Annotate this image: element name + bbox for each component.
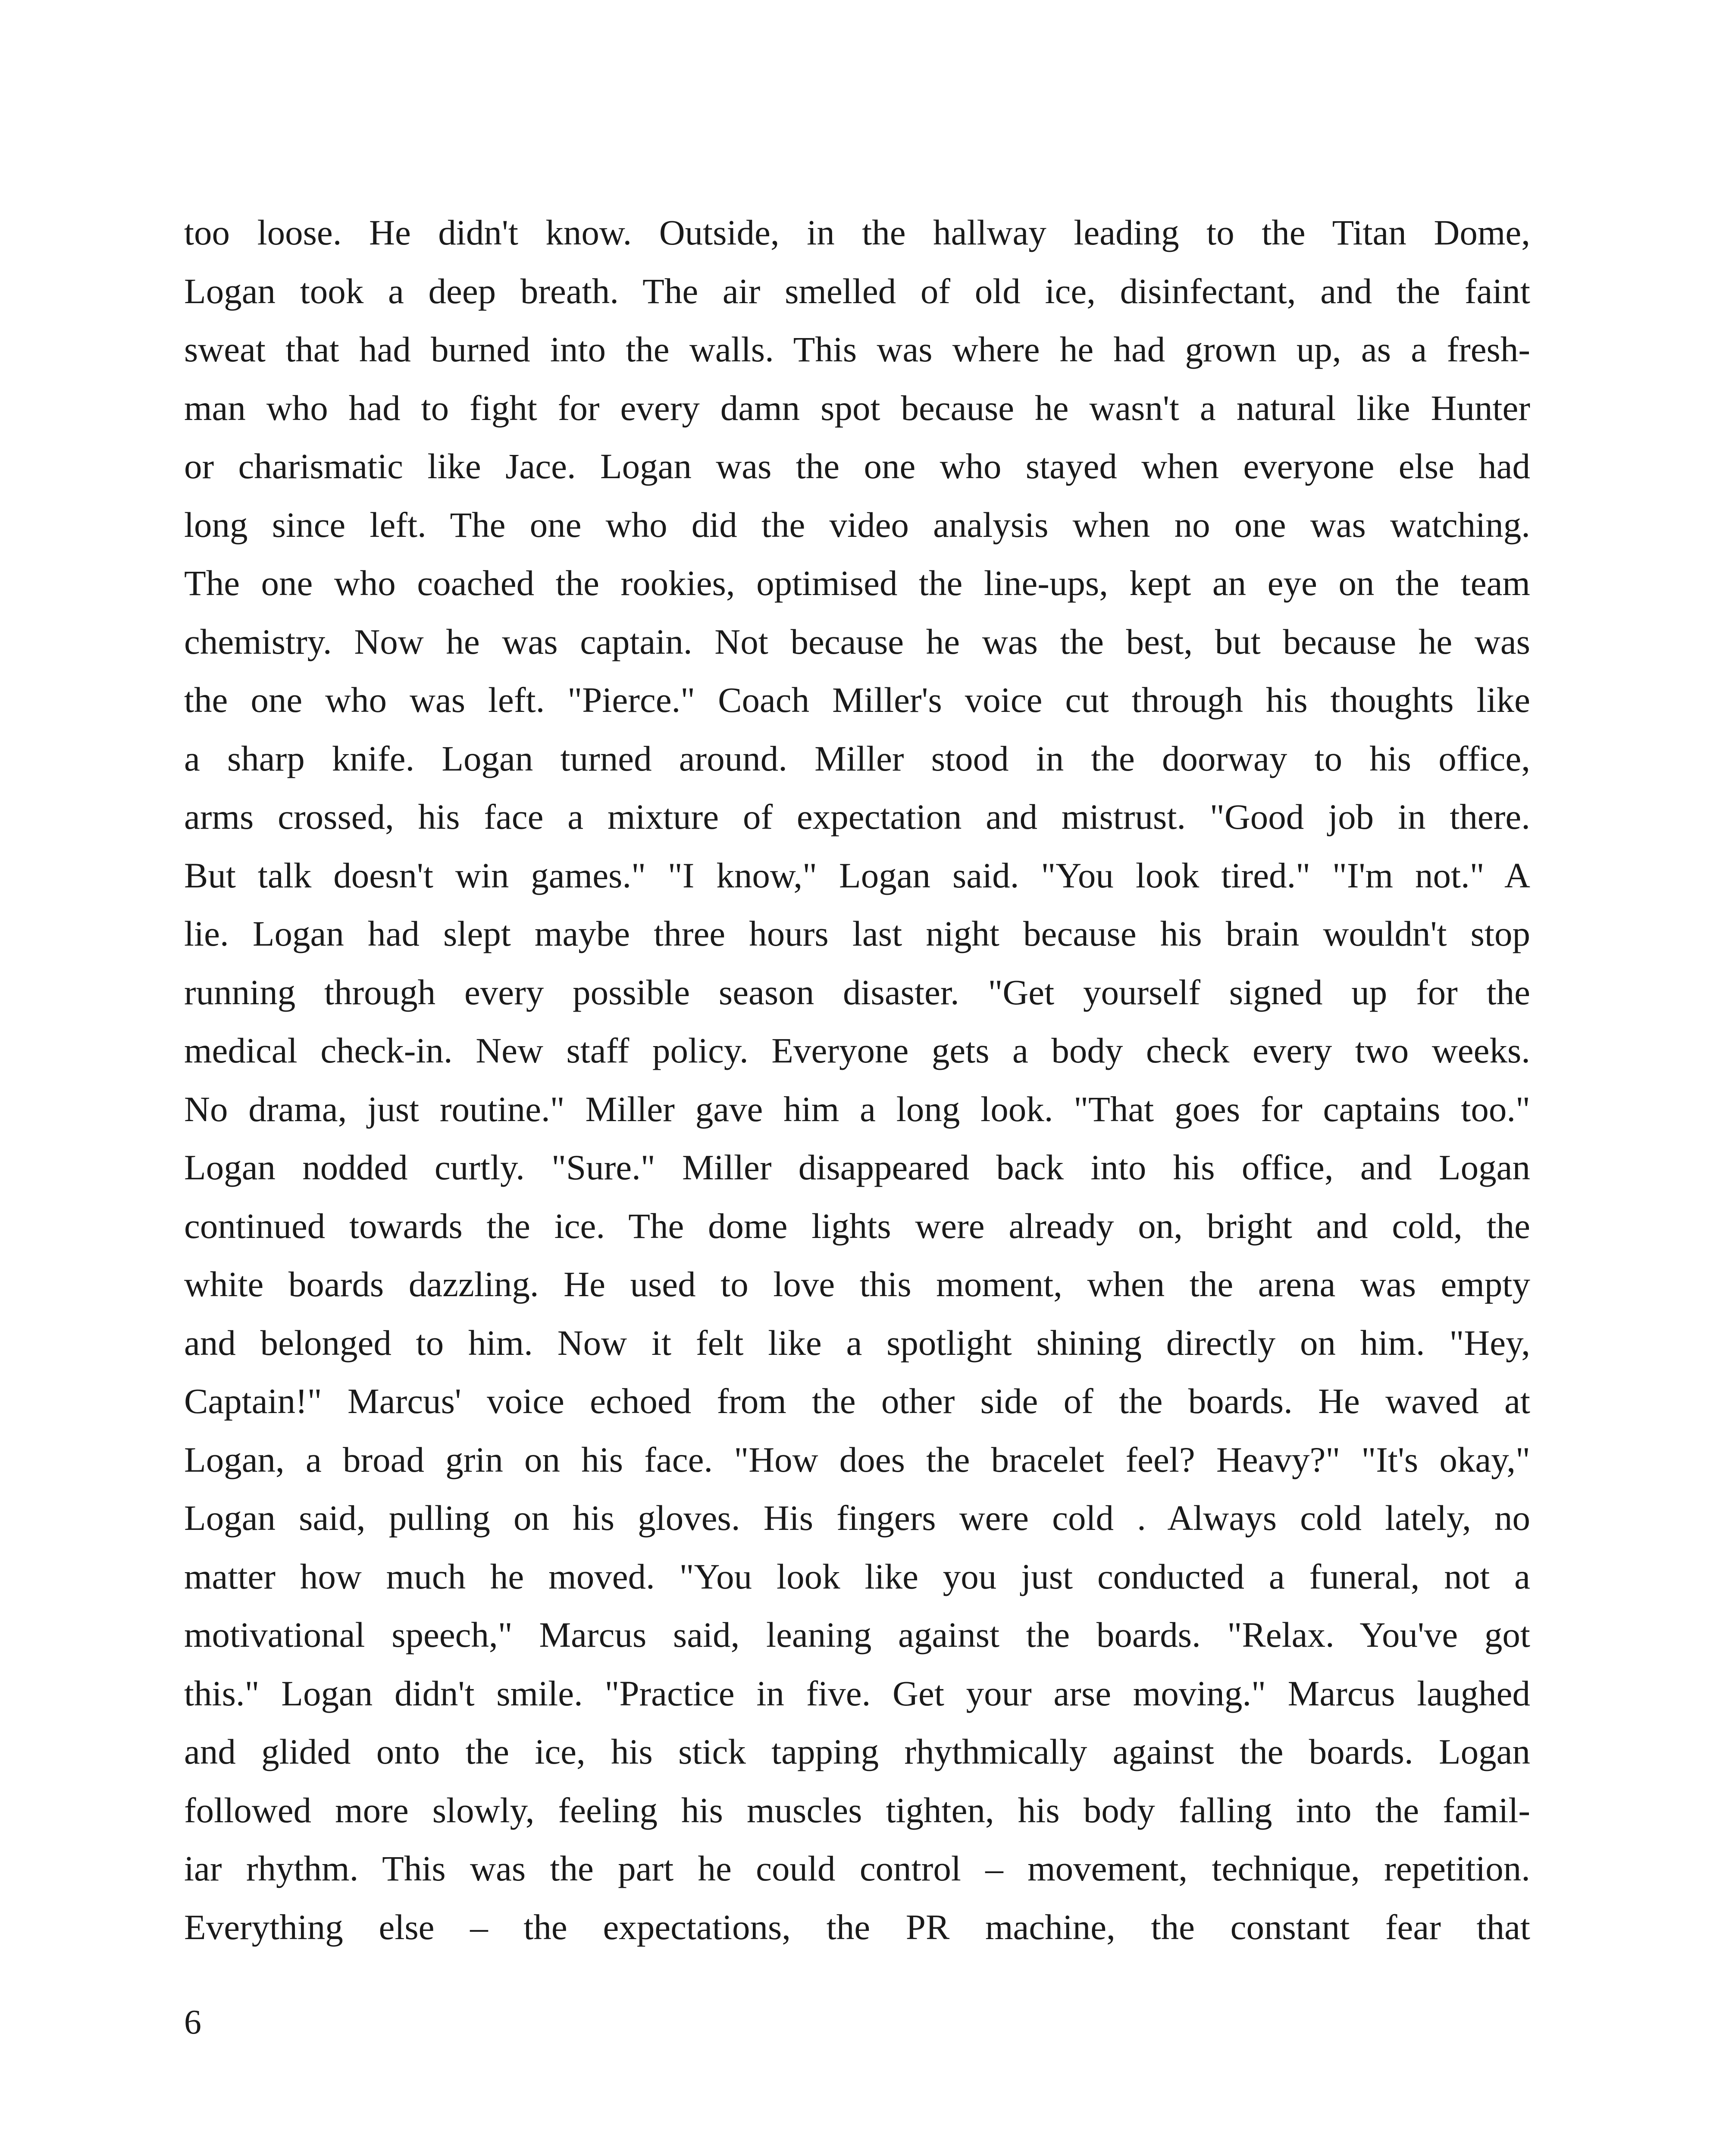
body-text [184, 204, 1530, 1956]
text-line: and belonged to him. Now it felt like a spotlight shining directly on him. "Hey, [184, 1322, 1530, 1363]
text-line: sweat that had burned into the walls. This was where he had grown up, as a fresh- [184, 329, 1530, 369]
text-line: iar rhythm. This was the part he could control – movement, technique, repetition. [184, 1849, 1530, 1888]
text-line: long since left. The one who did the video analysis when no one was watching. [184, 505, 1530, 545]
text-line: But talk doesn't win games." "I know," Logan said. "You look tired." "I'm not." A [184, 855, 1530, 895]
text-line: Logan took a deep breath. The air smelled of old ice, disinfectant, and the faint [184, 271, 1530, 311]
text-line: too loose. He didn't know. Outside, in the hallway leading to the Titan Dome, [184, 213, 1530, 252]
text-line: arms crossed, his face a mixture of expectation and mistrust. "Good job in there. [184, 797, 1530, 837]
text-line: lie. Logan had slept maybe three hours last night because his brain wouldn't stop [184, 914, 1530, 953]
text-line: continued towards the ice. The dome lights were already on, bright and cold, the [184, 1206, 1530, 1246]
text-line: this." Logan didn't smile. "Practice in five. Get your arse moving." Marcus laughed [184, 1673, 1530, 1713]
text-line: man who had to fight for every damn spot because he wasn't a natural like Hunter [184, 388, 1530, 428]
text-line: Logan, a broad grin on his face. "How does the bracelet feel? Heavy?" "It's okay," [184, 1439, 1530, 1479]
text-line: or charismatic like Jace. Logan was the one who stayed when everyone else had [184, 446, 1530, 486]
text-line: and glided onto the ice, his stick tapping rhythmically against the boards. Logan [184, 1732, 1530, 1771]
text-line: running through every possible season disaster. "Get yourself signed up for the [184, 972, 1530, 1012]
text-line: followed more slowly, feeling his muscles tighten, his body falling into the famil- [184, 1790, 1530, 1830]
text-line: No drama, just routine." Miller gave him a long look. "That goes for captains too." [184, 1089, 1530, 1129]
text-line: the one who was left. "Pierce." Coach Miller's voice cut through his thoughts like [184, 680, 1530, 720]
text-line: motivational speech," Marcus said, leaning against the boards. "Relax. You've got [184, 1615, 1530, 1655]
text-line: Logan said, pulling on his gloves. His fingers were cold . Always cold lately, no [184, 1498, 1530, 1538]
text-line: The one who coached the rookies, optimised the line-ups, kept an eye on the team [184, 563, 1530, 603]
text-line: matter how much he moved. "You look like you just conducted a funeral, not a [184, 1556, 1530, 1596]
page-number: 6 [184, 2003, 201, 2041]
text-line: Logan nodded curtly. "Sure." Miller disappeared back into his office, and Logan [184, 1147, 1530, 1187]
text-line: Captain!" Marcus' voice echoed from the other side of the boards. He waved at [184, 1381, 1530, 1421]
text-line: chemistry. Now he was captain. Not because he was the best, but because he was [184, 621, 1530, 661]
text-line: medical check-in. New staff policy. Everyone gets a body check every two weeks. [184, 1031, 1530, 1070]
text-line: a sharp knife. Logan turned around. Miller stood in the doorway to his office, [184, 738, 1530, 778]
text-line: Everything else – the expectations, the PR machine, the constant fear that [184, 1907, 1530, 1947]
text-line: white boards dazzling. He used to love this moment, when the arena was empty [184, 1264, 1530, 1304]
